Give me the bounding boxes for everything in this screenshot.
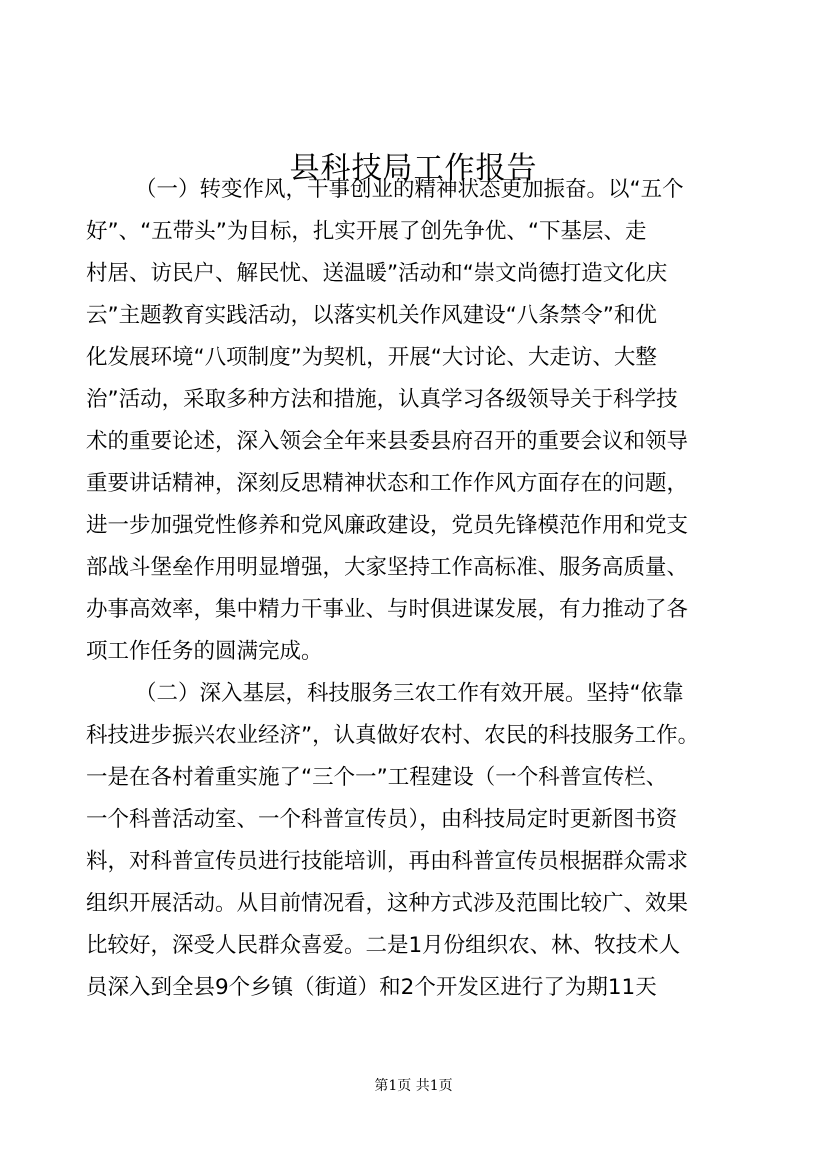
paragraph-line: 一是在各村着重实施了“三个一”工程建设（一个科普宣传栏、 — [86, 765, 668, 790]
paragraph-line: 料，对科普宣传员进行技能培训，再由科普宣传员根据群众需求 — [86, 849, 689, 874]
paragraph-line: 员深入到全县9个乡镇（街道）和2个开发区进行了为期11天 — [86, 975, 657, 1000]
paragraph-line: 进一步加强党性修养和党风廉政建设，党员先锋模范作用和党支 — [86, 513, 689, 538]
paragraph-line: 术的重要论述，深入领会全年来县委县府召开的重要会议和领导 — [86, 429, 689, 454]
document-title: 县科技局工作报告 — [289, 151, 538, 186]
paragraph-line: 科技进步振兴农业经济”，认真做好农村、农民的科技服务工作。 — [86, 723, 700, 748]
paragraph-line: 化发展环境“八项制度”为契机，开展“大讨论、大走访、大整 — [86, 345, 657, 370]
paragraph-line: 部战斗堡垒作用明显增强，大家坚持工作高标准、服务高质量、 — [86, 555, 689, 580]
paragraph-line: 重要讲话精神，深刻反思精神状态和工作作风方面存在的问题， — [86, 471, 689, 496]
paragraph-line: 治”活动，采取多种方法和措施，认真学习各级领导关于科学技 — [86, 387, 678, 412]
paragraph-line: 村居、访民户、解民忧、送温暖”活动和“崇文尚德打造文化庆 — [86, 261, 668, 286]
page-footer: 第1页 共1页 — [374, 1078, 453, 1094]
paragraph-line: 好”、“五带头”为目标，扎实开展了创先争优、“下基层、走 — [86, 219, 647, 244]
paragraph-line: 云”主题教育实践活动，以落实机关作风建设“八条禁令”和优 — [86, 303, 657, 328]
paragraph-line: 组织开展活动。从目前情况看，这种方式涉及范围比较广、效果 — [86, 891, 689, 916]
paragraph-line: 比较好，深受人民群众喜爱。二是1月份组织农、林、牧技术人 — [86, 933, 681, 958]
paragraph-line: （一）转变作风，干事创业的精神状态更加振奋。以“五个 — [135, 177, 684, 202]
paragraph-line: （二）深入基层，科技服务三农工作有效开展。坚持“依靠 — [135, 681, 684, 706]
paragraph-line: 办事高效率，集中精力干事业、与时俱进谋发展，有力推动了各 — [86, 597, 689, 622]
paragraph-line: 一个科普活动室、一个科普宣传员），由科技局定时更新图书资 — [86, 807, 678, 832]
paragraph-line: 项工作任务的圆满完成。 — [86, 639, 323, 664]
